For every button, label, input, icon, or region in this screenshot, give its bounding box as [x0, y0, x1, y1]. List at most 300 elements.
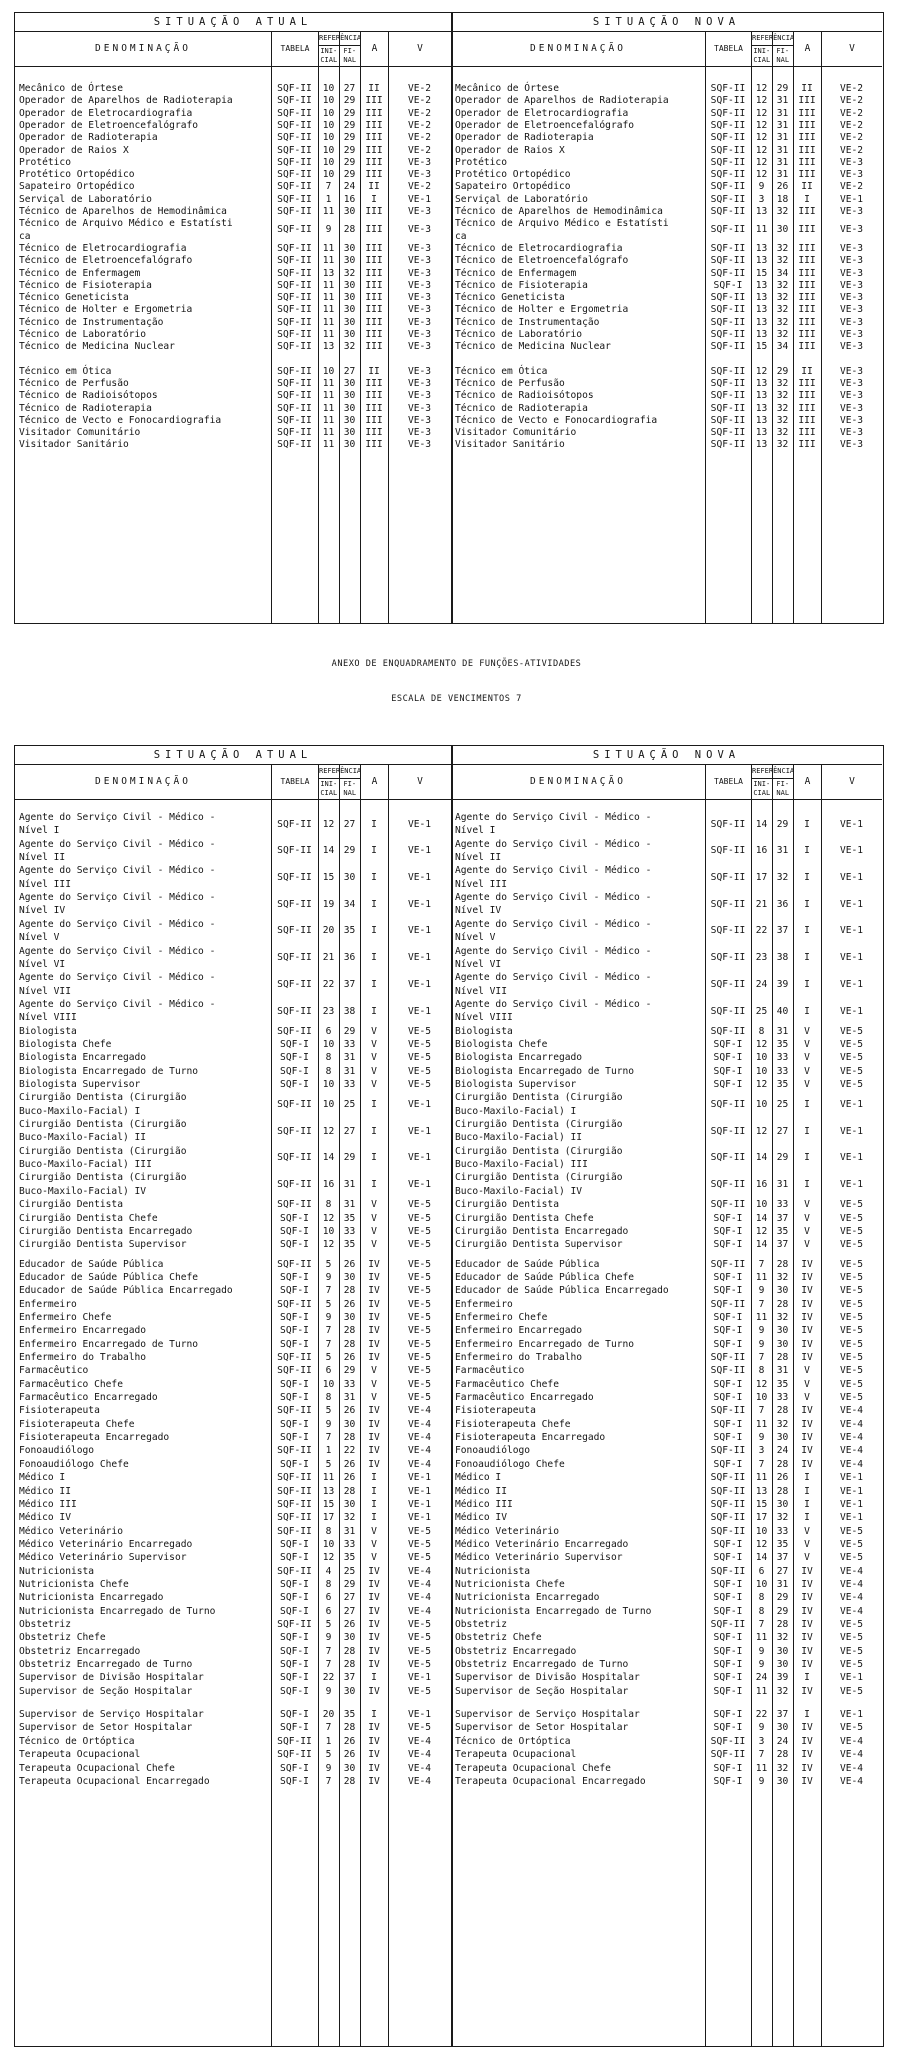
table-row	[15, 1239, 451, 1252]
v-cell: VE-4	[839, 1405, 864, 1417]
a-cell: III	[798, 144, 816, 156]
function-name: Operador de Eletrocardiografia	[19, 107, 193, 119]
function-name: Técnico de Radioterapia	[19, 402, 152, 414]
tabela-cell: SQF-I	[713, 1212, 743, 1224]
v-cell: VE-5	[407, 1225, 432, 1237]
tabela-cell: SQF-II	[277, 1619, 312, 1630]
v-cell: VE-3	[407, 242, 432, 254]
column-header-row	[15, 32, 451, 67]
table-row	[15, 329, 451, 341]
a-cell: IV	[368, 1685, 380, 1697]
table-row	[15, 1226, 451, 1239]
final-cell: 30	[343, 439, 356, 451]
tabela-cell: SQF-II	[710, 1619, 746, 1630]
table-2	[14, 745, 884, 2047]
final-cell: 38	[343, 1005, 356, 1017]
inicial-cell: 12	[755, 107, 768, 119]
a-cell: III	[365, 292, 383, 304]
tabela-cell: SQF-II	[277, 427, 312, 439]
tabela-cell: SQF-I	[713, 1592, 743, 1604]
function-name: Técnico de Radioterapia	[455, 402, 588, 414]
a-cell: I	[371, 193, 377, 205]
function-name: Médico Veterinário	[455, 1525, 559, 1537]
function-name: Cirurgião Dentista Encarregado	[19, 1225, 193, 1237]
inicial-cell: 10	[322, 1099, 335, 1111]
function-name: Médico Veterinário Supervisor	[19, 1552, 187, 1564]
table-row	[451, 108, 882, 120]
function-name: Educador de Saúde Pública Encarregado	[455, 1285, 669, 1297]
inicial-cell: 9	[325, 1762, 332, 1774]
table-row	[15, 1285, 451, 1298]
final-cell: 24	[776, 1735, 789, 1747]
a-cell: IV	[801, 1458, 813, 1470]
v-cell: VE-4	[839, 1418, 864, 1430]
function-name: Mecânico de Órtese	[455, 83, 559, 94]
inicial-cell: 10	[322, 365, 335, 377]
final-cell: 34	[343, 898, 356, 910]
tabela-cell: SQF-II	[277, 402, 312, 414]
tabela-cell: SQF-II	[277, 414, 312, 426]
function-name: Fonoaudiólogo	[455, 1445, 531, 1457]
v-cell: VE-2	[839, 95, 864, 107]
final-cell: 33	[343, 1038, 356, 1050]
header-v: V	[821, 32, 882, 66]
table-row	[15, 865, 451, 892]
inicial-cell: 12	[755, 119, 768, 131]
a-cell: I	[804, 1709, 810, 1721]
table-row	[451, 304, 882, 316]
final-cell: 31	[776, 119, 789, 131]
function-name: Biologista Chefe	[455, 1038, 548, 1050]
v-cell: VE-3	[839, 206, 864, 217]
tabela-cell: SQF-II	[710, 872, 746, 884]
table-row	[451, 1749, 882, 1762]
inicial-cell: 13	[322, 341, 335, 353]
inicial-cell: 24	[755, 1672, 768, 1684]
function-name: Cirurgião Dentista Supervisor	[455, 1239, 623, 1251]
final-cell: 37	[776, 1239, 789, 1251]
function-name: Fisioterapeuta Chefe	[19, 1418, 135, 1430]
v-cell: VE-1	[407, 1512, 432, 1524]
function-name: Agente do Serviço Civil - Médico -	[19, 972, 216, 984]
final-cell: 28	[776, 1749, 789, 1761]
v-cell: VE-3	[407, 402, 432, 414]
tabela-cell: SQF-II	[277, 377, 312, 389]
final-cell: 31	[776, 156, 789, 168]
tabela-cell: SQF-II	[710, 144, 746, 156]
table-2-situacao-nova	[451, 746, 882, 2046]
function-name: Técnico de Eletrocardiografia	[19, 242, 187, 254]
function-name: Cirurgião Dentista (Cirurgião	[455, 1172, 623, 1184]
final-cell: 28	[343, 1432, 356, 1444]
function-name: Buco-Maxilo-Facial) II	[19, 1132, 147, 1144]
inicial-cell: 9	[758, 1338, 765, 1350]
inicial-cell: 11	[322, 414, 335, 426]
inicial-cell: 3	[758, 1735, 765, 1747]
tabela-cell: SQF-I	[280, 1311, 309, 1323]
function-name: Nível III	[455, 878, 507, 890]
tabela-cell: SQF-II	[710, 1525, 746, 1537]
a-cell: IV	[801, 1325, 813, 1337]
inicial-cell: 10	[322, 1079, 335, 1090]
function-name: Cirurgião Dentista Encarregado	[455, 1225, 629, 1237]
tabela-cell: SQF-I	[713, 1418, 743, 1430]
tabela-cell: SQF-II	[710, 1365, 746, 1377]
table-row	[451, 317, 882, 329]
a-cell: IV	[801, 1565, 813, 1577]
tabela-cell: SQF-I	[280, 1378, 309, 1390]
function-name: Nutricionista Chefe	[19, 1578, 129, 1590]
a-cell: IV	[801, 1605, 813, 1617]
tabela-cell: SQF-II	[277, 1485, 312, 1497]
a-cell: III	[798, 439, 816, 451]
a-cell: V	[371, 1079, 377, 1090]
v-cell: VE-5	[407, 1659, 432, 1671]
tabela-cell: SQF-II	[277, 224, 312, 236]
a-cell: I	[371, 1152, 377, 1164]
table-row	[15, 1592, 451, 1605]
function-name: Operador de Raios X	[19, 144, 129, 156]
final-cell: 32	[343, 267, 356, 279]
a-cell: IV	[368, 1418, 380, 1430]
function-name: Agente do Serviço Civil - Médico -	[19, 812, 216, 823]
v-cell: VE-3	[839, 341, 864, 353]
v-cell: VE-5	[839, 1552, 864, 1564]
inicial-cell: 9	[325, 1311, 332, 1323]
final-cell: 29	[343, 1152, 356, 1164]
inicial-cell: 20	[322, 925, 335, 937]
v-cell: VE-4	[839, 1775, 864, 1787]
column-header-row	[15, 765, 451, 800]
table-row	[451, 390, 882, 402]
inicial-cell: 7	[758, 1352, 765, 1363]
a-cell: I	[804, 925, 810, 937]
v-cell: VE-3	[407, 316, 432, 328]
function-name: Fisioterapeuta Encarregado	[455, 1432, 606, 1444]
v-cell: VE-4	[407, 1762, 432, 1774]
function-name: Técnico de Enfermagem	[455, 267, 577, 279]
a-cell: IV	[801, 1659, 813, 1671]
a-cell: III	[798, 156, 816, 168]
final-cell: 32	[776, 255, 789, 267]
tabela-cell: SQF-II	[277, 978, 312, 990]
a-cell: I	[804, 872, 810, 884]
function-name: Técnico de Ortóptica	[455, 1735, 571, 1747]
tabela-cell: SQF-II	[277, 439, 312, 451]
tabela-cell: SQF-II	[277, 95, 312, 107]
tabela-cell: SQF-II	[277, 279, 312, 291]
a-cell: IV	[801, 1311, 813, 1323]
inicial-cell: 7	[325, 1659, 332, 1671]
a-cell: IV	[801, 1722, 813, 1734]
table-row	[451, 1776, 882, 1789]
function-name: Visitador Comunitário	[19, 427, 141, 439]
v-cell: VE-5	[407, 1239, 432, 1251]
function-name: Biologista	[19, 1025, 77, 1037]
table-row	[451, 1419, 882, 1432]
tabela-cell: SQF-I	[280, 1271, 309, 1283]
inicial-cell: 14	[755, 818, 768, 830]
final-cell: 29	[776, 83, 789, 94]
final-cell: 32	[776, 316, 789, 328]
table-row	[451, 427, 882, 439]
tabela-cell: SQF-II	[277, 1099, 312, 1111]
v-cell: VE-4	[407, 1735, 432, 1747]
tabela-cell: SQF-I	[713, 1285, 743, 1297]
a-cell: III	[365, 390, 383, 402]
v-cell: VE-1	[407, 925, 432, 937]
a-cell: V	[804, 1199, 810, 1211]
v-cell: VE-5	[839, 1365, 864, 1377]
table-row	[451, 1592, 882, 1605]
a-cell: V	[371, 1065, 377, 1077]
function-name: Fisioterapeuta	[455, 1405, 536, 1417]
final-cell: 16	[343, 193, 356, 205]
table-row	[15, 317, 451, 329]
a-cell: I	[804, 1672, 810, 1684]
tabela-cell: SQF-II	[710, 427, 746, 439]
table-row	[15, 1579, 451, 1592]
final-cell: 32	[343, 341, 356, 353]
final-cell: 31	[776, 845, 789, 857]
function-name: Técnico de Fisioterapia	[455, 279, 588, 291]
table-row	[15, 1606, 451, 1619]
function-name: Agente do Serviço Civil - Médico -	[455, 945, 652, 957]
a-cell: I	[804, 1498, 810, 1510]
final-cell: 40	[776, 1005, 789, 1017]
v-cell: VE-5	[407, 1065, 432, 1077]
final-cell: 29	[343, 132, 356, 144]
final-cell: 27	[343, 1605, 356, 1617]
function-name: Médico Veterinário	[19, 1525, 123, 1537]
inicial-cell: 11	[322, 1472, 335, 1484]
table-row	[451, 946, 882, 973]
tabela-cell: SQF-II	[710, 255, 746, 267]
function-name: Terapeuta Ocupacional Encarregado	[19, 1775, 210, 1787]
final-cell: 29	[776, 1152, 789, 1164]
function-name: Buco-Maxilo-Facial) III	[19, 1159, 152, 1171]
tabela-cell: SQF-I	[713, 1775, 743, 1787]
a-cell: IV	[801, 1405, 813, 1417]
v-cell: VE-4	[839, 1565, 864, 1577]
tabela-cell: SQF-II	[277, 304, 312, 316]
table-row	[451, 280, 882, 292]
v-cell: VE-1	[839, 1512, 864, 1524]
function-name: Protético Ortopédico	[19, 169, 135, 181]
inicial-cell: 7	[325, 1432, 332, 1444]
a-cell: V	[804, 1212, 810, 1224]
table-row	[15, 1499, 451, 1512]
inicial-cell: 12	[322, 1239, 335, 1251]
table-row	[15, 1763, 451, 1776]
inicial-cell: 11	[322, 427, 335, 439]
a-cell: IV	[368, 1578, 380, 1590]
inicial-cell: 13	[322, 1485, 335, 1497]
function-name: Buco-Maxilo-Facial) IV	[455, 1185, 583, 1197]
a-cell: IV	[801, 1418, 813, 1430]
a-cell: I	[804, 1152, 810, 1164]
a-cell: III	[798, 427, 816, 439]
final-cell: 30	[343, 402, 356, 414]
a-cell: III	[798, 402, 816, 414]
table-row	[451, 1272, 882, 1285]
a-cell: IV	[368, 1735, 380, 1747]
final-cell: 28	[776, 1258, 789, 1270]
v-cell: VE-4	[407, 1605, 432, 1617]
final-cell: 29	[343, 845, 356, 857]
header-final: FI-NAL	[343, 780, 357, 797]
inicial-cell: 7	[325, 1645, 332, 1657]
v-cell: VE-1	[839, 1709, 864, 1721]
inicial-cell: 13	[755, 292, 768, 304]
final-cell: 29	[776, 1592, 789, 1604]
inicial-cell: 5	[325, 1619, 332, 1630]
function-name: Técnico de Holter e Ergometria	[19, 304, 193, 316]
v-cell: VE-5	[407, 1199, 432, 1211]
table-row	[451, 1526, 882, 1539]
a-cell: III	[365, 255, 383, 267]
a-cell: III	[365, 414, 383, 426]
tabela-cell: SQF-II	[710, 329, 746, 340]
v-cell: VE-2	[839, 132, 864, 144]
final-cell: 31	[343, 1199, 356, 1211]
v-cell: VE-4	[407, 1445, 432, 1457]
final-cell: 28	[343, 1659, 356, 1671]
inicial-cell: 11	[322, 255, 335, 267]
function-name: Nível II	[19, 852, 66, 864]
final-cell: 30	[343, 1632, 356, 1644]
table-row	[451, 1239, 882, 1252]
v-cell: VE-3	[839, 242, 864, 254]
function-name: Enfermeiro Encarregado	[455, 1325, 583, 1337]
v-cell: VE-2	[407, 181, 432, 193]
v-cell: VE-3	[407, 329, 432, 340]
a-cell: V	[371, 1525, 377, 1537]
inicial-cell: 10	[755, 1392, 768, 1404]
table-row	[15, 1472, 451, 1485]
a-cell: I	[804, 193, 810, 205]
inicial-cell: 9	[325, 224, 332, 236]
table-row	[15, 1213, 451, 1226]
inicial-cell: 9	[758, 1432, 765, 1444]
tabela-cell: SQF-I	[280, 1775, 309, 1787]
a-cell: III	[798, 107, 816, 119]
a-cell: IV	[368, 1632, 380, 1644]
tabela-cell: SQF-II	[277, 898, 312, 910]
tabela-cell: SQF-I	[280, 1552, 309, 1564]
a-cell: V	[804, 1378, 810, 1390]
a-cell: III	[798, 119, 816, 131]
table-row	[451, 1552, 882, 1565]
function-name: Cirurgião Dentista Chefe	[19, 1212, 158, 1224]
table-1-situacao-atual	[15, 13, 453, 623]
final-cell: 30	[343, 255, 356, 267]
inicial-cell: 12	[755, 83, 768, 94]
v-cell: VE-1	[407, 1152, 432, 1164]
table-row	[15, 378, 451, 390]
a-cell: V	[804, 1079, 810, 1090]
tabela-cell: SQF-II	[277, 193, 312, 205]
table-row	[15, 1722, 451, 1735]
table-row	[451, 1259, 882, 1272]
final-cell: 33	[343, 1225, 356, 1237]
v-cell: VE-4	[407, 1405, 432, 1417]
final-cell: 30	[343, 316, 356, 328]
final-cell: 29	[343, 169, 356, 181]
v-cell: VE-4	[407, 1565, 432, 1577]
table-row	[15, 1092, 451, 1119]
final-cell: 32	[343, 1512, 356, 1524]
table-row	[15, 427, 451, 439]
v-cell: VE-3	[839, 329, 864, 340]
header-referencia-label: REFERÊNCIA	[319, 765, 360, 779]
tabela-cell: SQF-II	[710, 107, 746, 119]
inicial-cell: 20	[322, 1709, 335, 1721]
inicial-cell: 14	[755, 1552, 768, 1564]
inicial-cell: 7	[758, 1458, 765, 1470]
inicial-cell: 13	[755, 316, 768, 328]
a-cell: III	[365, 316, 383, 328]
function-name: Farmacêutico Encarregado	[455, 1392, 594, 1404]
a-cell: IV	[368, 1458, 380, 1470]
inicial-cell: 11	[322, 292, 335, 304]
tabela-cell: SQF-II	[277, 83, 312, 94]
v-cell: VE-1	[839, 1485, 864, 1497]
final-cell: 30	[343, 292, 356, 304]
v-cell: VE-4	[839, 1592, 864, 1604]
function-name: Técnico de Radioisótopos	[455, 390, 594, 402]
tabela-cell: SQF-I	[713, 1378, 743, 1390]
header-tabela: TABELA	[705, 32, 751, 66]
table-row	[15, 1079, 451, 1092]
a-cell: I	[371, 818, 377, 830]
function-name: Educador de Saúde Pública	[19, 1258, 164, 1270]
a-cell: III	[798, 279, 816, 291]
inicial-cell: 12	[755, 1378, 768, 1390]
header-a: A	[793, 32, 821, 66]
v-cell: VE-1	[407, 898, 432, 910]
v-cell: VE-5	[407, 1365, 432, 1377]
v-cell: VE-4	[407, 1749, 432, 1761]
v-cell: VE-1	[839, 978, 864, 990]
a-cell: V	[371, 1038, 377, 1050]
tabela-cell: SQF-II	[710, 206, 746, 217]
inicial-cell: 8	[325, 1052, 332, 1064]
table-row	[451, 1379, 882, 1392]
tabela-cell: SQF-II	[710, 292, 746, 304]
tabela-cell: SQF-I	[713, 1578, 743, 1590]
v-cell: VE-2	[407, 83, 432, 94]
table-row	[15, 1365, 451, 1378]
inicial-cell: 23	[755, 952, 768, 964]
table-row	[15, 972, 451, 999]
final-cell: 35	[343, 1239, 356, 1251]
a-cell: IV	[368, 1645, 380, 1657]
inicial-cell: 10	[755, 1578, 768, 1590]
final-cell: 37	[776, 1552, 789, 1564]
table-row	[451, 1472, 882, 1485]
header-v: V	[821, 765, 882, 799]
function-name: Médico Veterinário Encarregado	[455, 1538, 629, 1550]
header-denominacao: DENOMINAÇÃO	[95, 43, 191, 54]
inicial-cell: 12	[755, 1538, 768, 1550]
inicial-cell: 11	[322, 329, 335, 340]
inicial-cell: 5	[325, 1258, 332, 1270]
inicial-cell: 13	[755, 1485, 768, 1497]
table-row	[15, 1405, 451, 1418]
final-cell: 25	[343, 1565, 356, 1577]
function-name: Operador de Radioterapia	[455, 132, 594, 144]
